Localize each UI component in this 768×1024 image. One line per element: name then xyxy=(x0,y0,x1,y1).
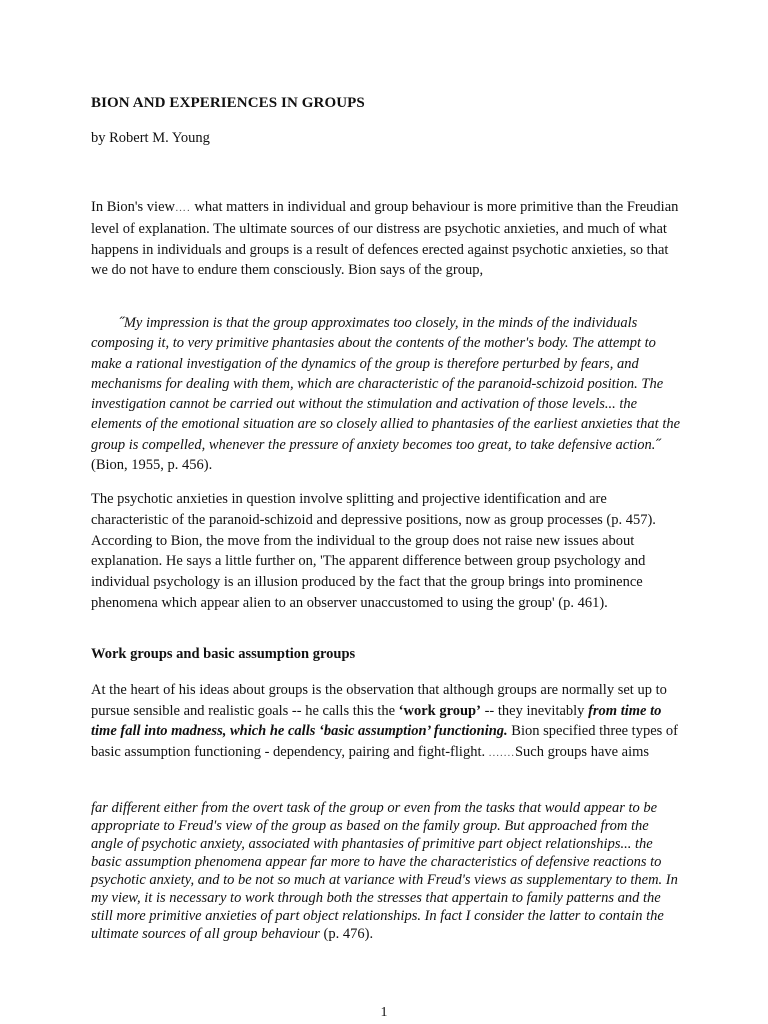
intro-ellipsis: …. xyxy=(174,202,191,214)
quote2-text: far different either from the overt task of the group or even from the tasks that would appear to be appropriate to Freud's view of the group as based on the family group. But approached from the angle of psychotic anxiety, associated with phantasies of primitive part object relationships... the basic assumption phenomena appear far more to have the characteristics of defensive reactions to psychotic anxiety, and to be not so much at variance with Freud's views as supplementary to them. In my view, it is necessary to work through both the stresses that appertain to family patterns and the still more primitive anxieties of part object relationships. In fact I consider the latter to contain the ultimate sources of all group behaviour xyxy=(91,800,678,942)
quote-text: ˝My impression is that the group approximates too closely, in the minds of the individuals composing it, to very primitive phantasies about the contents of the mother's body. The attempt to make a rational investigation of the dynamics of the group is therefore perturbed by fears, and mechanisms for dealing with them, which are characteristic of the paranoid-schizoid position. The investigation cannot be carried out without the stimulation and activation of those levels... the elements of the emotional situation are so closely allied to phantasies of the earliest anxieties that the group is compelled, whenever the pressure of anxiety becomes too great, to take defensive action.˝ xyxy=(91,315,681,453)
section-heading-work-groups: Work groups and basic assumption groups xyxy=(91,646,356,662)
author-byline: by Robert M. Young xyxy=(91,130,210,146)
quote-citation: (Bion, 1955, p. 456). xyxy=(91,457,213,474)
bion-quote-476 xyxy=(91,799,681,943)
intro-text-rest: what matters in individual and group behaviour is more primitive than the Freudian level of explanation. The ultimate sources of our distress are psychotic anxieties, and much of what happens in individuals and groups is a result of defences erected against psychotic anxieties, so that we do not have to endure them consciously. Bion says of the group, xyxy=(91,199,679,279)
para3-text-3: Bion specified three types of basic assumption functioning - dependency, pairing and fight-flight. xyxy=(91,723,678,761)
quote2-citation: (p. 476). xyxy=(319,926,374,942)
para3-text-4: Such groups have aims xyxy=(514,744,650,761)
intro-text-start: In Bion's view xyxy=(91,199,175,215)
para3-text-2: -- they inevitably xyxy=(480,702,589,719)
document-title: BION AND EXPERIENCES IN GROUPS xyxy=(91,95,365,111)
para3-ellipsis: ....... xyxy=(488,747,515,760)
psychotic-anxieties-paragraph: The psychotic anxieties in question involve splitting and projective identification and are characteristic of the paranoid-schizoid and depressive positions, now as group processes (p. 457). According to Bion, the move from the individual to the group does not raise new issues about explanation. He says a little further on, 'The apparent difference between group psychology and individual psychology is an illusion produced by the fact that the group brings into prominence phenomena which appear alien to an observer unaccustomed to using the group' (p. 461). xyxy=(91,491,656,611)
bion-quote-1955 xyxy=(91,313,681,475)
page-number: 1 xyxy=(380,1005,388,1020)
intro-paragraph xyxy=(91,197,681,281)
work-group-paragraph xyxy=(91,680,681,764)
madness-emphasis: from time to time fall into madness, which he calls ‘basic assumption’ functioning. xyxy=(91,702,662,740)
para3-text-1: At the heart of his ideas about groups is the observation that although groups are normally set up to pursue sensible and realistic goals -- he calls this the xyxy=(91,682,667,719)
work-group-term: ‘work group’ xyxy=(398,702,481,719)
